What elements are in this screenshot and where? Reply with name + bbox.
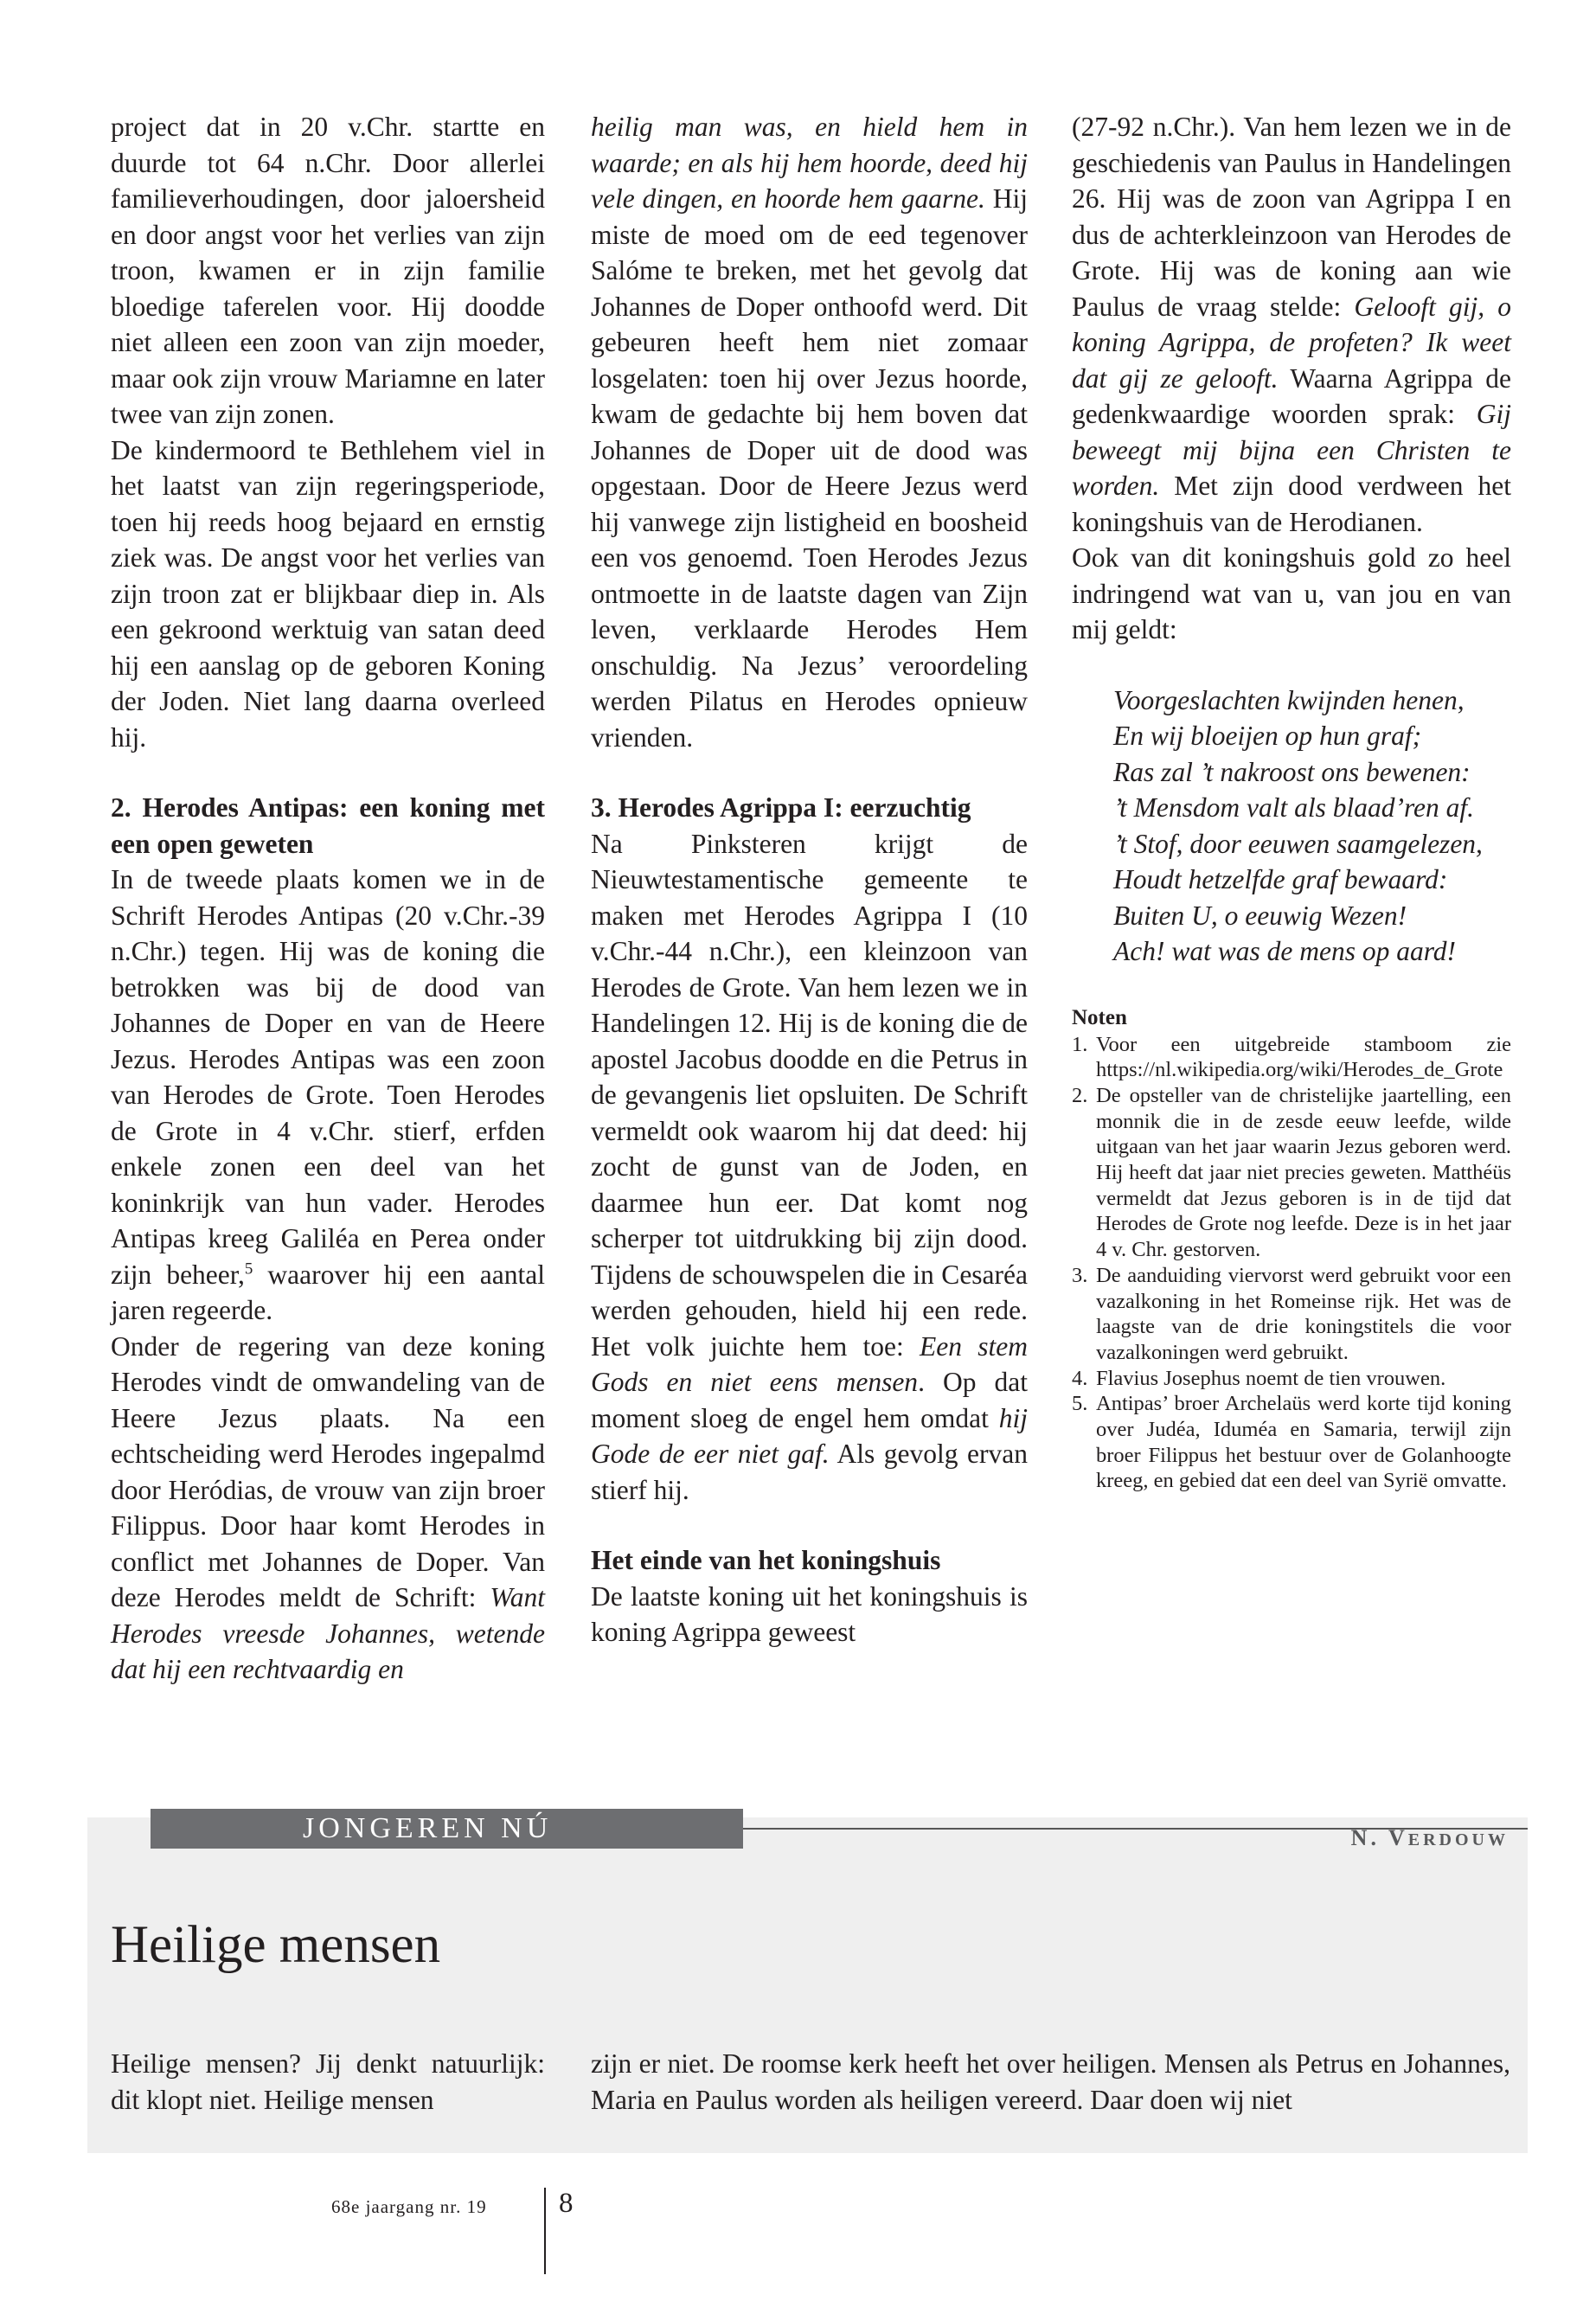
scripture-quote: Een stem Gods en niet eens mensen bbox=[591, 1330, 1028, 1397]
article-column-3 bbox=[1072, 109, 1511, 1494]
poem-line: Houdt hetzelfde graf bewaard: bbox=[1113, 864, 1448, 894]
scripture-quote: Want Herodes vreesde Johannes, wetende dat hij een rechtvaardig en bbox=[111, 1582, 545, 1684]
page-number: 8 bbox=[559, 2188, 574, 2219]
paragraph: project dat in 20 v.Chr. startte en duurde tot 64 n.Chr. Door allerlei familieverhoudingen, door jaloersheid en door angst voor het verlies van zijn troon, kwamen er in zijn familie bloedige taferelen voor. Hij doodde niet alleen een zoon van zijn moeder, maar ook zijn vrouw Mariamne en later twee van zijn zonen. bbox=[111, 112, 545, 429]
poem-line: Ach! wat was de mens op aard! bbox=[1113, 936, 1457, 966]
notes-list bbox=[1072, 1032, 1511, 1495]
section-heading: 3. Herodes Agrippa I: eerzuchtig bbox=[591, 792, 971, 823]
section-heading: Het einde van het koningshuis bbox=[591, 1545, 941, 1575]
note-item: 3. De aanduiding viervorst werd gebruikt voor een vazalkoning in het Romeinse rijk. Het was de laagste van de drie koningstitels die voor vazalkoningen werd gebruikt. bbox=[1072, 1263, 1511, 1364]
intro-paragraph: Heilige mensen? Jij denkt natuurlijk: dit klopt niet. Heilige mensen bbox=[111, 2048, 545, 2115]
poem bbox=[1113, 683, 1511, 970]
author-byline: N. VERDOUW bbox=[1350, 1825, 1509, 1850]
poem-line: Ras zal ’t nakroost ons bewenen: bbox=[1113, 756, 1471, 787]
paragraph: In de tweede plaats komen we in de Schrift Herodes Antipas (20 v.Chr.-39 n.Chr.) tegen. Hij was de koning die betrokken was bij de dood van Johannes de Doper en van de Heere Jezus. Herodes Antipas was een zoon van Herodes de Grote. Toen Herodes de Grote in 4 v.Chr. stierf, erfden enkele zonen een deel van het koninkrijk van hun vader. Herodes Antipas kreeg Galiléa en Perea onder zijn beheer,$^5$ waarover hij een aantal jaren regeerde. bbox=[111, 864, 545, 1325]
paragraph: (27-92 n.Chr.). Van hem lezen we in de geschiedenis van Paulus in Handelingen 26. Hij was de zoon van Agrippa I en dus de achterkleinzoon van Herodes de Grote. Hij was de koning aan wie Paulus de vraag stelde: Gelooft gij, o koning Agrippa, de profeten? Ik weet dat gij ze gelooft. Waarna Agrippa de gedenkwaardige woorden sprak: Gij beweegt mij bijna een Christen te worden. Met zijn dood verdween het koningshuis van de Herodianen. bbox=[1072, 112, 1511, 537]
paragraph: De kindermoord te Bethlehem viel in het laatst van zijn regeringsperiode, toen hij reeds hoog bejaard en ernstig ziek was. De angst voor het verlies van zijn troon zat er blijkbaar diep in. Als een gekroond werktuig van satan deed hij een aanslag op de geboren Koning der Joden. Niet lang daarna overleed hij. bbox=[111, 434, 545, 753]
poem-line: Buiten U, o eeuwig Wezen! bbox=[1113, 900, 1407, 931]
poem-line: ’t Mensdom valt als blaad’ren af. bbox=[1113, 792, 1475, 823]
notes-heading: Noten bbox=[1072, 1005, 1127, 1029]
article-column-2 bbox=[591, 109, 1028, 1650]
paragraph: Onder de regering van deze koning Herodes vindt de omwandeling van de Heere Jezus plaats. Na een echtscheiding werd Herodes ingepalmd door Heródias, de vrouw van zijn broer Filippus. Door haar komt Herodes in conflict met Johannes de Doper. Van deze Herodes meldt de Schrift: Want Herodes vreesde Johannes, wetende dat hij een rechtvaardig en bbox=[111, 1330, 545, 1684]
scripture-quote: hij Gode de eer niet gaf. bbox=[591, 1402, 1028, 1469]
section-label: JONGEREN NÚ bbox=[151, 1809, 743, 1849]
paragraph: heilig man was, en hield hem in waarde; en als hij hem hoorde, deed hij vele dingen, en hoorde hem gaarne. Hij miste de moed om de eed tegenover Salóme te breken, met het gevolg dat Johannes de Doper onthoofd werd. Dit gebeuren heeft hem niet zomaar losgelaten: toen hij over Jezus hoorde, kwam de gedachte bij hem boven dat Johannes de Doper uit de dood was opgestaan. Door de Heere Jezus werd hij vanwege zijn listigheid en boosheid een vos genoemd. Toen Herodes Jezus ontmoette in de laatste dagen van Zijn leven, verklaarde Herodes Hem onschuldig. Na Jezus’ veroordeling werden Pilatus en Herodes opnieuw vrienden. bbox=[591, 112, 1028, 753]
scripture-quote: heilig man was, en hield hem in waarde; en als hij hem hoorde, deed hij vele dingen, en hoorde hem gaarne. bbox=[591, 112, 1028, 214]
article-column-1 bbox=[111, 109, 545, 1688]
note-item: 5. Antipas’ broer Archelaüs werd korte tijd koning over Judéa, Iduméa en Samaria, terwijl zijn broer Filippus het bestuur over de Golanhoogte kreeg, en gebied dat een deel van Syrië omvatte. bbox=[1072, 1392, 1511, 1493]
poem-line: ’t Stof, door eeuwen saamgelezen, bbox=[1113, 828, 1483, 859]
section-heading: 2. Herodes Antipas: een koning met een open geweten bbox=[111, 792, 545, 859]
paragraph: De laatste koning uit het koningshuis is koning Agrippa geweest bbox=[591, 1580, 1028, 1647]
footnote-ref[interactable]: 5 bbox=[244, 1259, 253, 1278]
article-title: Heilige mensen bbox=[111, 1916, 441, 1974]
note-item: 2. De opsteller van de christelijke jaartelling, een monnik die in de zesde eeuw leefde, wilde uitgaan van het jaar waarin Jezus geboren werd. Hij heeft dat jaar niet precies geweten. Matthéüs vermeldt dat Jezus geboren is in de tijd dat Herodes de Grote nog leefde. Deze is in het jaar 4 v. Chr. gestorven. bbox=[1072, 1083, 1511, 1262]
note-item: 4. Flavius Josephus noemt de tien vrouwen. bbox=[1072, 1366, 1446, 1390]
paragraph: Ook van dit koningshuis gold zo heel indringend wat van u, van jou en van mij geldt: bbox=[1072, 542, 1511, 644]
footer-divider bbox=[544, 2188, 546, 2274]
scripture-quote: Gelooft gij, o koning Agrippa, de profeten? Ik weet dat gij ze gelooft. bbox=[1072, 291, 1511, 394]
paragraph: Na Pinksteren krijgt de Nieuwtestamentische gemeente te maken met Herodes Agrippa I (10 v.Chr.-44 n.Chr.), een kleinzoon van Herodes de Grote. Van hem lezen we in Handelingen 12. Hij is de koning die de apostel Jacobus doodde en die Petrus in de gevangenis liet opsluiten. De Schrift vermeldt ook waarom hij dat deed: hij zocht de gunst van de Joden, en daarmee hun eer. Dat komt nog scherper tot uitdrukking bij zijn dood. Tijdens de schouwspelen die in Cesaréa werden gehouden, hield hij een rede. Het volk juichte hem toe: Een stem Gods en niet eens mensen. Op dat moment sloeg de engel hem omdat hij Gode de eer niet gaf. Als gevolg ervan stierf hij. bbox=[591, 828, 1028, 1505]
intro-paragraph: zijn er niet. De roomse kerk heeft het over heiligen. Mensen als Petrus en Johannes, Maria en Paulus worden als heiligen vereerd. Daar doen wij niet bbox=[591, 2048, 1510, 2115]
note-item: 1. Voor een uitgebreide stamboom zie https://nl.wikipedia.org/wiki/Herodes_de_Grote bbox=[1072, 1032, 1511, 1082]
poem-line: En wij bloeijen op hun graf; bbox=[1113, 721, 1422, 751]
issue-label: 68e jaargang nr. 19 bbox=[331, 2196, 487, 2217]
poem-line: Voorgeslachten kwijnden henen, bbox=[1113, 684, 1465, 715]
scripture-quote: Gij beweegt mij bijna een Christen te worden. bbox=[1072, 399, 1511, 501]
